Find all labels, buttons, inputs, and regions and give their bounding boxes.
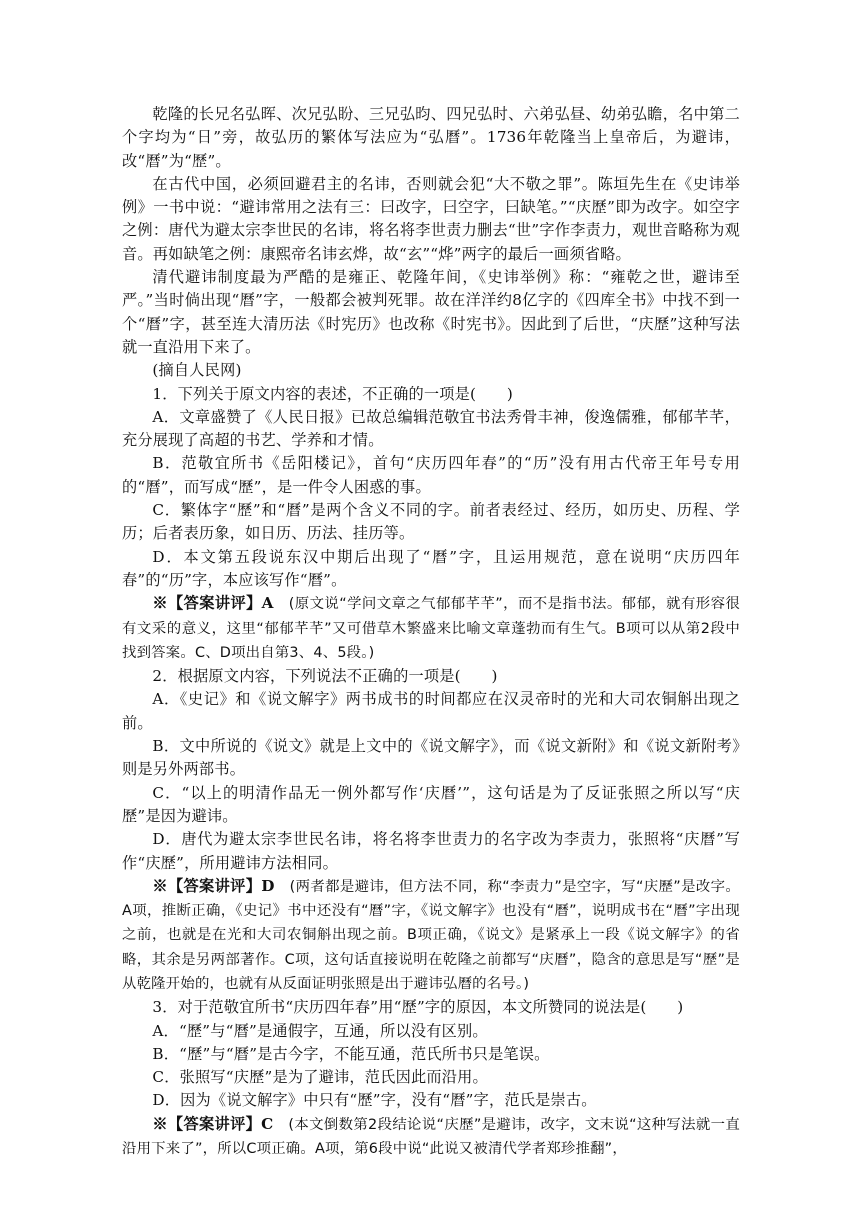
answer-explanation (122, 1113, 740, 1162)
answer-text: (两者都是避讳，但方法不同，称“李责力”是空字，写“庆歷”是改字。A项，推断正确，《史记》书中还没有“曆”字，《说文解字》也没有“曆”，说明成书在“曆”字出现之前，也就是在光和大司农铜斛出现之前。B项正确，《说文》是紧承上一段《说文解字》的省略，其余是另两部著作。C项，这句话直接说明在乾隆之前都写“庆曆”，隐含的意思是写“歷”是从乾隆开始的，也就有从反面证明张照是出于避讳弘曆的名号。) (122, 878, 740, 992)
paragraph: 在古代中国，必须回避君主的名讳，否则就会犯“大不敬之罪”。陈垣先生在《史讳举例》一书中说：“避讳常用之法有三：曰改字，曰空字，曰缺笔。”“庆歷”即为改字。如空字之例：唐代为避太宗李世民的名讳，将名将李世责力删去“世”字作李责力，观世音略称为观音。再如缺笔之例：康熙帝名讳玄烨，故“玄”“烨”两字的最后一画须省略。 (122, 174, 740, 263)
option-b: B．文中所说的《说文》就是上文中的《说文解字》，而《说文新附》和《说文新附考》则是另外两部书。 (122, 737, 740, 779)
answer-label: ※【答案讲评】D (152, 876, 275, 895)
answer-text: (本文倒数第2段结论说“庆歷”是避讳，改字，文末说“这种写法就一直沿用下来了”，所以C项正确。A项，第6段中说“此说又被清代学者郑珍推翻”， (122, 1116, 740, 1158)
option-d: D．唐代为避太宗李世民名讳，将名将李世责力的名字改为李责力，张照将“庆曆”写作“庆歷”，所用避讳方法相同。 (122, 830, 740, 872)
answer-text: (原文说“学问文章之气郁郁芊芊”，而不是指书法。郁郁，就有形容很有文采的意义，这里“郁郁芊芊”又可借草木繁盛来比喻文章蓬勃而有生气。B项可以从第2段中找到答案。C、D项出自第3、4、5段。) (122, 596, 740, 661)
answer-label: ※【答案讲评】C (152, 1114, 274, 1133)
option-a: A．“歷”与“曆”是通假字，互通，所以没有区别。 (152, 1021, 488, 1040)
question-stem: 2．根据原文内容，下列说法不正确的一项是( ) (152, 667, 498, 686)
answer-explanation (122, 875, 740, 996)
option-d: D．本文第五段说东汉中期后出现了“曆”字，且运用规范，意在说明“庆历四年春”的“历”字，本应该写作“曆”。 (122, 547, 740, 589)
paragraph: 乾隆的长兄名弘晖、次兄弘盼、三兄弘昀、四兄弘时、六弟弘昼、幼弟弘瞻，名中第二个字均为“日”旁，故弘历的繁体写法应为“弘曆”。1736年乾隆当上皇帝后，为避讳，改“曆”为“歷”。 (122, 105, 740, 170)
answer-label: ※【答案讲评】A (152, 594, 274, 613)
question-stem: 3．对于范敬宜所书“庆历四年春”用“歷”字的原因，本文所赞同的说法是( ) (152, 998, 684, 1017)
option-a: A．《史记》和《说文解字》两书成书的时间都应在汉灵帝时的光和大司农铜斛出现之前。 (122, 690, 740, 732)
option-c: C．繁体字“歷”和“曆”是两个含义不同的字。前者表经过、经历，如历史、历程、学历；后者表历象，如日历、历法、挂历等。 (122, 501, 740, 543)
document-body (122, 103, 740, 1161)
question-stem: 1．下列关于原文内容的表述，不正确的一项是( ) (152, 384, 514, 403)
answer-explanation (122, 592, 740, 665)
option-b: B．范敬宜所书《岳阳楼记》，首句“庆历四年春”的“历”没有用古代帝王年号专用的“曆”，而写成“歷”，是一件令人困惑的事。 (122, 454, 740, 496)
source-note: (摘自人民网) (152, 361, 242, 380)
paragraph: 清代避讳制度最为严酷的是雍正、乾隆年间，《史讳举例》称：“雍乾之世，避讳至严。”当时倘出现“曆”字，一般都会被判死罪。故在洋洋约8亿字的《四库全书》中找不到一个“曆”字，甚至连大清历法《时宪历》也改称《时宪书》。因此到了后世，“庆歷”这种写法就一直沿用下来了。 (122, 268, 740, 356)
option-c: C．张照写“庆歷”是为了避讳，范氏因此而沿用。 (152, 1068, 488, 1087)
option-b: B．“歷”与“曆”是古今字，不能互通，范氏所书只是笔误。 (152, 1044, 550, 1063)
option-d: D．因为《说文解字》中只有“歷”字，没有“曆”字，范氏是崇古。 (152, 1091, 597, 1110)
option-c: C．“以上的明清作品无一例外都写作‘庆曆’”，这句话是为了反证张照之所以写“庆歷”是因为避讳。 (122, 783, 740, 825)
option-a: A．文章盛赞了《人民日报》已故总编辑范敬宜书法秀骨丰神，俊逸儒雅，郁郁芊芊，充分展现了高超的书艺、学养和才情。 (122, 407, 740, 450)
